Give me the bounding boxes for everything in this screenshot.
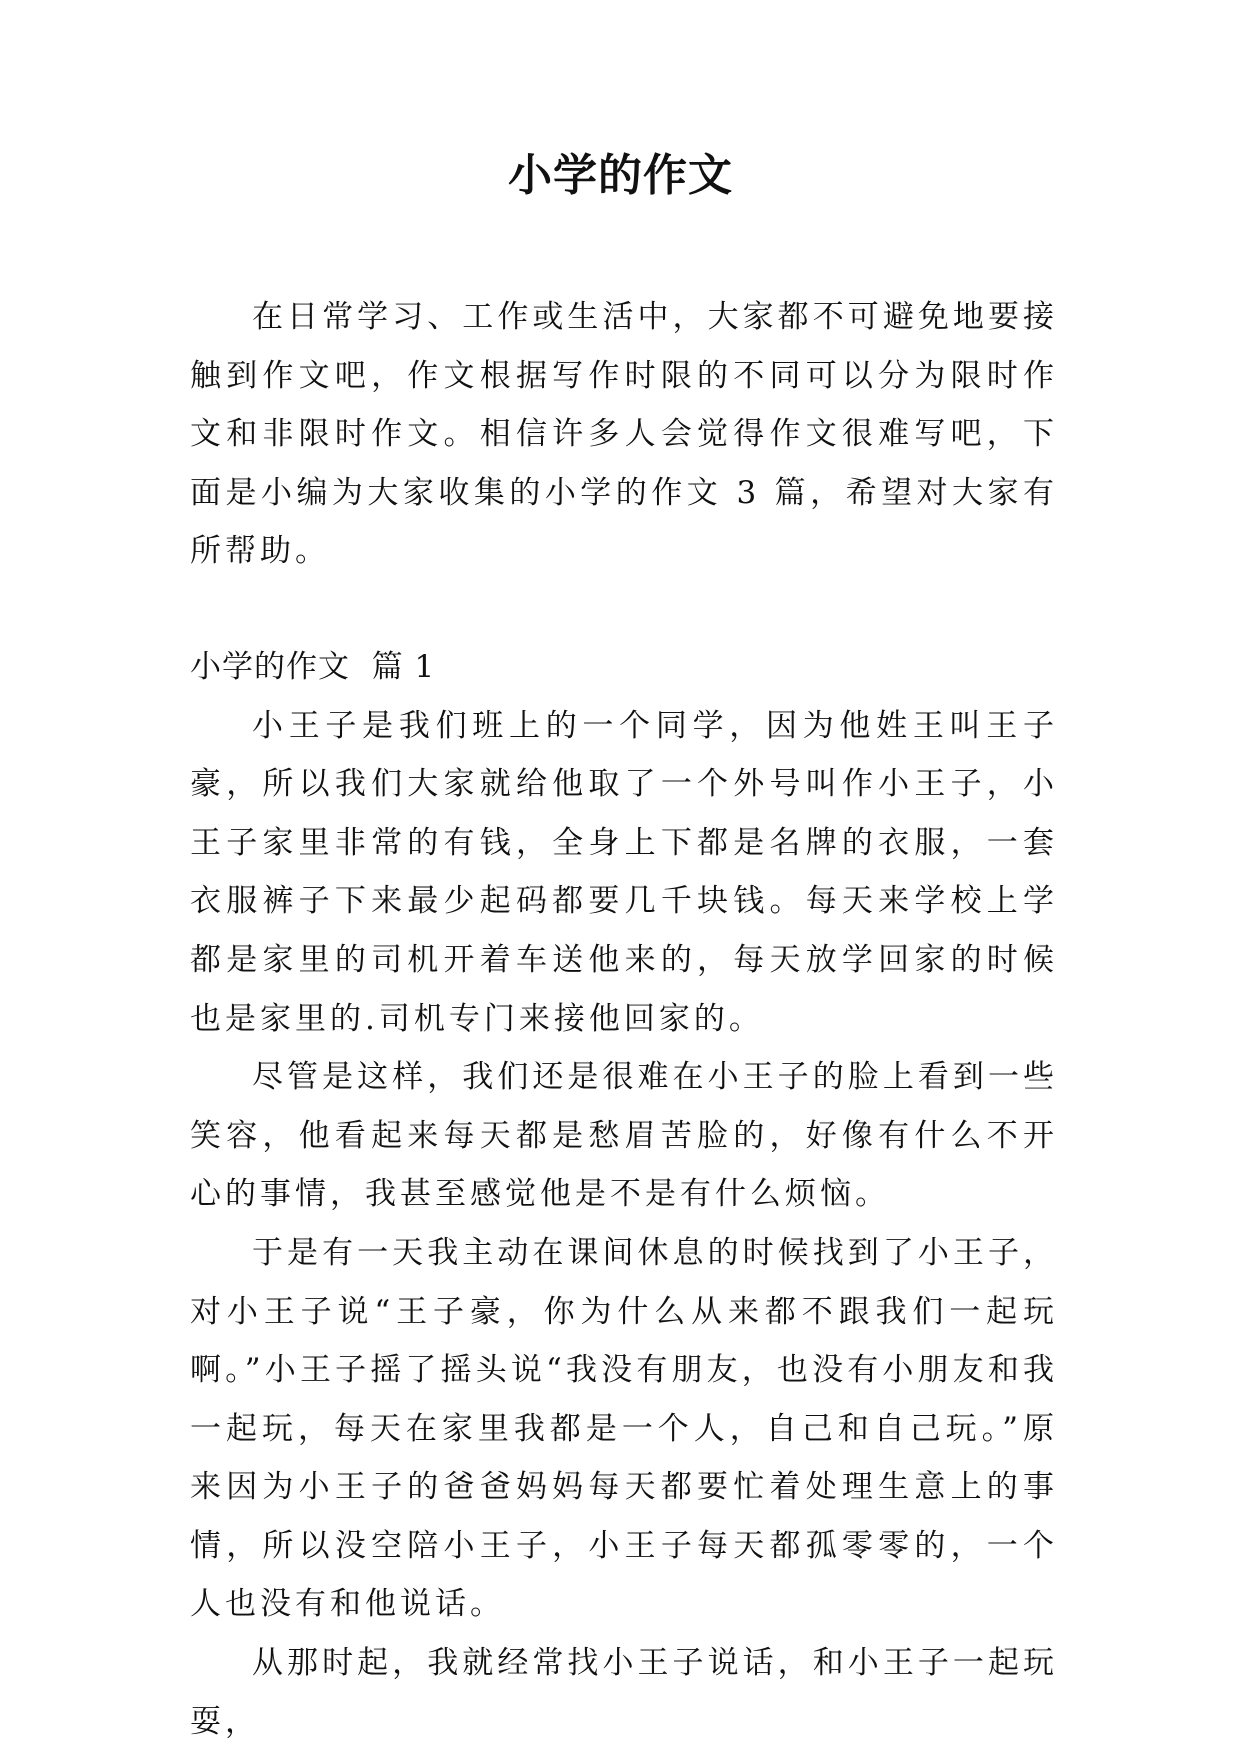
body-paragraph-4: 从那时起，我就经常找小王子说话，和小王子一起玩耍， [190,1645,1058,1740]
intro-paragraph: 在日常学习、工作或生活中，大家都不可避免地要接触到作文吧，作文根据写作时限的不同可以分为限时作文和非限时作文。相信许多人会觉得作文很难写吧，下面是小编为大家收集的小学的作文 3 篇，希望对大家有所帮助。 [190,299,1058,570]
document-body [190,288,1058,1751]
document-title: 小学的作文 [508,150,733,201]
body-paragraph-2: 尽管是这样，我们还是很难在小王子的脸上看到一些笑容，他看起来每天都是愁眉苦脸的，好像有什么不开心的事情，我甚至感觉他是不是有什么烦恼。 [190,1059,1058,1213]
section-heading: 小学的作文 篇 1 [190,648,436,685]
body-paragraph-1: 小王子是我们班上的一个同学，因为他姓王叫王子豪，所以我们大家就给他取了一个外号叫作小王子，小王子家里非常的有钱，全身上下都是名牌的衣服，一套衣服裤子下来最少起码都要几千块钱。每天来学校上学都是家里的司机开着车送他来的，每天放学回家的时候也是家里的.司机专门来接他回家的。 [190,707,1058,1037]
body-paragraph-3: 于是有一天我主动在课间休息的时候找到了小王子，对小王子说“王子豪，你为什么从来都不跟我们一起玩啊。”小王子摇了摇头说“我没有朋友，也没有小朋友和我一起玩，每天在家里我都是一个人，自己和自己玩。”原来因为小王子的爸爸妈妈每天都要忙着处理生意上的事情，所以没空陪小王子，小王子每天都孤零零的，一个人也没有和他说话。 [190,1234,1058,1623]
